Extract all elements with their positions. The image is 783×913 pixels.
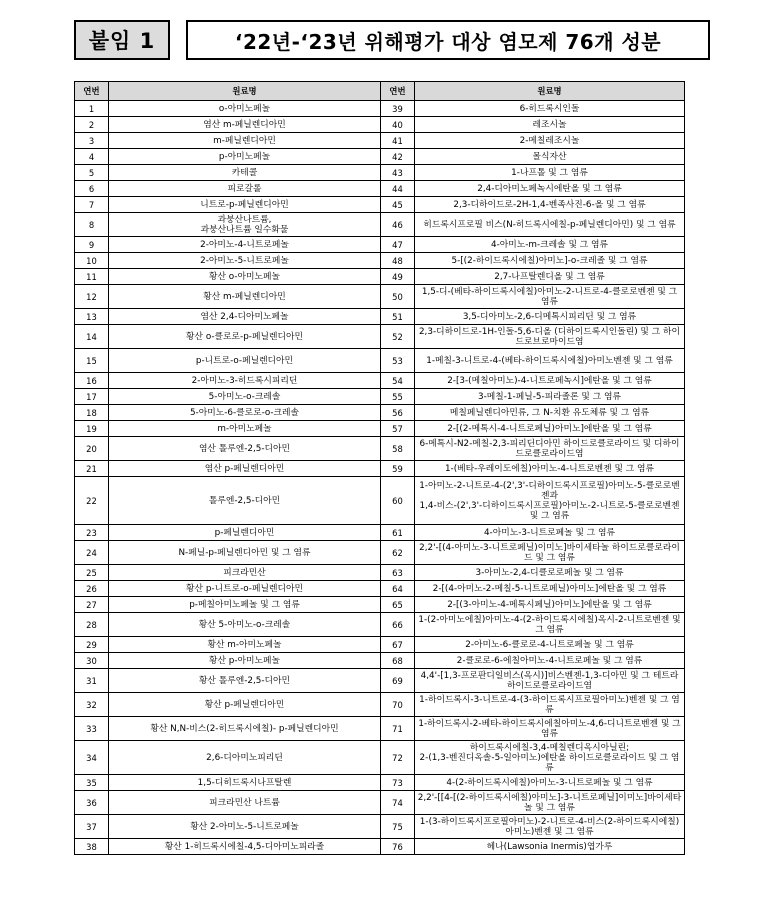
ingredient-name-left: 황산 p-니트로-o-페닐렌디아민 [109,581,381,597]
table-row [75,669,685,693]
ingredient-name-right: 4-(2-하이드록시에칠)아미노-3-니트로페놀 및 그 염류 [415,775,685,791]
ingredient-name-left: 염산 톨루엔-2,5-디아민 [109,437,381,461]
row-number-left: 34 [75,741,109,775]
row-number-left: 23 [75,525,109,541]
table-row [75,253,685,269]
table-row [75,285,685,309]
row-number-left: 3 [75,133,109,149]
ingredient-name-left: 니트로-p-페닐렌디아민 [109,197,381,213]
ingredient-name-right: 4,4'-[1,3-프로판디일비스(옥시)]비스벤젠-1,3-디아민 및 그 테트라하이드로클로라이드염 [415,669,685,693]
ingredient-name-right: 4-아미노-m-크레솔 및 그 염류 [415,237,685,253]
row-number-right: 42 [381,149,415,165]
ingredient-name-right: 레조시놀 [415,117,685,133]
row-number-right: 47 [381,237,415,253]
table-row [75,197,685,213]
row-number-right: 72 [381,741,415,775]
row-number-right: 56 [381,405,415,421]
row-number-left: 7 [75,197,109,213]
ingredient-name-right: 헤나(Lawsonia Inermis)엽가루 [415,839,685,855]
ingredient-name-left: 2-아미노-4-니트로페놀 [109,237,381,253]
ingredient-name-left: 1,5-디히드록시나프탈렌 [109,775,381,791]
table-row [75,437,685,461]
ingredient-name-right: 2,7-나프탈렌디올 및 그 염류 [415,269,685,285]
table-row [75,421,685,437]
ingredient-name-right: 3-메칠-1-페닐-5-피라졸론 및 그 염류 [415,389,685,405]
ingredient-name-left: p-메칠아미노페놀 및 그 염류 [109,597,381,613]
row-number-left: 26 [75,581,109,597]
row-number-right: 74 [381,791,415,815]
table-row [75,717,685,741]
ingredient-name-left: 톨루엔-2,5-디아민 [109,477,381,525]
row-number-left: 6 [75,181,109,197]
ingredient-name-left: 2-아미노-3-히드록시피리딘 [109,373,381,389]
row-number-right: 49 [381,269,415,285]
ingredient-name-right: 2,4-디아미노페녹시에탄올 및 그 염류 [415,181,685,197]
table-row [75,815,685,839]
ingredient-name-left: p-니트로-o-페닐렌디아민 [109,349,381,373]
ingredient-name-right: 2-[(4-아미노-2-메칠-5-니트로페닐)아미노]에탄올 및 그 염류 [415,581,685,597]
table-row [75,565,685,581]
row-number-left: 32 [75,693,109,717]
row-number-right: 67 [381,637,415,653]
ingredient-table [74,81,685,855]
row-number-right: 52 [381,325,415,349]
table-row [75,791,685,815]
column-header-name-left: 원료명 [109,82,381,101]
ingredient-name-left: 피크라민산 [109,565,381,581]
ingredient-name-right: 4-아미노-3-니트로페놀 및 그 염류 [415,525,685,541]
table-row [75,653,685,669]
ingredient-name-right: 2,2'-[(4-아미노-3-니트로페닐)이미노]바이세타놀 하이드로클로라이드 및 그 염류 [415,541,685,565]
table-row [75,101,685,117]
row-number-left: 38 [75,839,109,855]
row-number-right: 58 [381,437,415,461]
table-row [75,389,685,405]
ingredient-name-right: 6-메톡시-N2-메칠-2,3-피리딘디아민 하이드로클로라이드 및 디하이드로클로라이드염 [415,437,685,461]
ingredient-name-right: 6-히드록시인돌 [415,101,685,117]
ingredient-name-left: 황산 톨루엔-2,5-디아민 [109,669,381,693]
ingredient-name-right: 2-메칠레조시놀 [415,133,685,149]
ingredient-name-left: 황산 m-아미노페놀 [109,637,381,653]
ingredient-name-left: 5-아미노-6-클로로-o-크레솔 [109,405,381,421]
row-number-left: 24 [75,541,109,565]
column-header-no-right: 연번 [381,82,415,101]
row-number-right: 65 [381,597,415,613]
table-row [75,581,685,597]
table-row [75,133,685,149]
row-number-left: 11 [75,269,109,285]
row-number-right: 68 [381,653,415,669]
column-header-no-left: 연번 [75,82,109,101]
table-row [75,349,685,373]
row-number-right: 69 [381,669,415,693]
row-number-right: 39 [381,101,415,117]
row-number-right: 62 [381,541,415,565]
ingredient-name-left: 염산 2,4-디아미노페놀 [109,309,381,325]
row-number-left: 36 [75,791,109,815]
ingredient-name-left: 황산 o-아미노페놀 [109,269,381,285]
table-row [75,693,685,717]
ingredient-name-right: 1-하이드록시-2-베타-하이드록시에칠아미노-4,6-디니트로벤젠 및 그 염류 [415,717,685,741]
row-number-left: 8 [75,213,109,237]
row-number-left: 27 [75,597,109,613]
row-number-left: 1 [75,101,109,117]
row-number-left: 9 [75,237,109,253]
table-row [75,309,685,325]
ingredient-name-right: 1-메칠-3-니트로-4-(베타-하이드록시에칠)아미노벤젠 및 그 염류 [415,349,685,373]
table-row [75,149,685,165]
ingredient-name-right: 하이드록시에칠-3,4-메칠렌디옥시아닐린; 2-(1,3-벤진디옥솔-5-일아미노)에탄올 하이드로클로라이드 및 그 염류 [415,741,685,775]
table-row [75,461,685,477]
ingredient-name-left: 피로갈롤 [109,181,381,197]
table-header-row [75,82,685,101]
row-number-left: 17 [75,389,109,405]
ingredient-name-left: 황산 p-페닐렌디아민 [109,693,381,717]
table-row [75,325,685,349]
table-row [75,525,685,541]
row-number-left: 30 [75,653,109,669]
row-number-right: 75 [381,815,415,839]
ingredient-name-right: 1-(3-하이드록시프로필아미노)-2-니트로-4-비스(2-하이드록시에칠)아미노)벤젠 및 그 염류 [415,815,685,839]
row-number-left: 12 [75,285,109,309]
ingredient-name-left: 황산 2-아미노-5-니트로페놀 [109,815,381,839]
row-number-left: 22 [75,477,109,525]
ingredient-name-right: 1-(2-아미노에칠)아미노-4-(2-하이드록시에칠)옥시-2-니트로벤젠 및 그 염류 [415,613,685,637]
row-number-left: 18 [75,405,109,421]
ingredient-name-right: 히드록시프로필 비스(N-히드록시에칠-p-페닐렌디아민) 및 그 염류 [415,213,685,237]
ingredient-name-right: 2-[3-(메칠아미노)-4-니트로페녹시]에탄올 및 그 염류 [415,373,685,389]
ingredient-name-left: m-아미노페놀 [109,421,381,437]
row-number-right: 45 [381,197,415,213]
row-number-left: 19 [75,421,109,437]
ingredient-name-right: 2,2'-[[4-[(2-하이드록시에칠)아미노]-3-니트로페닐]이미노]바이세타놀 및 그 염류 [415,791,685,815]
ingredient-name-right: 3,5-디아미노-2,6-디메톡시피리딘 및 그 염류 [415,309,685,325]
row-number-left: 10 [75,253,109,269]
row-number-right: 66 [381,613,415,637]
ingredient-name-left: 카테콜 [109,165,381,181]
ingredient-name-right: 메칠페닐렌디아민류, 그 N-치환 유도체류 및 그 염류 [415,405,685,421]
row-number-left: 16 [75,373,109,389]
ingredient-name-left: 황산 o-클로로-p-페닐렌디아민 [109,325,381,349]
table-row [75,269,685,285]
row-number-left: 14 [75,325,109,349]
ingredient-name-right: 1-하이드록시-3-니트로-4-(3-하이드록시프로필아미노)벤젠 및 그 염류 [415,693,685,717]
row-number-left: 31 [75,669,109,693]
row-number-left: 4 [75,149,109,165]
row-number-left: 15 [75,349,109,373]
table-row [75,181,685,197]
row-number-right: 71 [381,717,415,741]
table-row [75,117,685,133]
ingredient-name-right: 3-아미노-2,4-디클로로페놀 및 그 염류 [415,565,685,581]
row-number-left: 29 [75,637,109,653]
ingredient-name-right: 1-(베타-우레이도에칠)아미노-4-니트로벤젠 및 그 염류 [415,461,685,477]
ingredient-name-left: m-페닐렌디아민 [109,133,381,149]
table-row [75,165,685,181]
row-number-left: 5 [75,165,109,181]
column-header-name-right: 원료명 [415,82,685,101]
table-row [75,597,685,613]
table-row [75,237,685,253]
row-number-right: 60 [381,477,415,525]
table-row [75,839,685,855]
row-number-left: 35 [75,775,109,791]
table-row [75,775,685,791]
ingredient-name-right: 2-[(2-메톡시-4-니트로페닐)아미노]에탄올 및 그 염류 [415,421,685,437]
row-number-right: 57 [381,421,415,437]
table-row [75,213,685,237]
ingredient-name-left: 5-아미노-o-크레솔 [109,389,381,405]
row-number-right: 40 [381,117,415,133]
attachment-label: 붙임 1 [74,20,170,60]
table-row [75,373,685,389]
ingredient-name-right: 1-아미노-2-니트로-4-(2',3'-디하이드록시프로필)아미노-5-클로로벤젠과 1,4-비스-(2',3'-디하이드록시프로필)아미노-2-니트로-5-클로로벤젠 및 그 염류 [415,477,685,525]
row-number-right: 55 [381,389,415,405]
row-number-right: 51 [381,309,415,325]
table-row [75,613,685,637]
row-number-right: 54 [381,373,415,389]
row-number-right: 59 [381,461,415,477]
ingredient-name-right: 2-아미노-6-클로로-4-니트로페놀 및 그 염류 [415,637,685,653]
row-number-right: 63 [381,565,415,581]
row-number-right: 43 [381,165,415,181]
ingredient-name-left: 피크라민산 나트륨 [109,791,381,815]
ingredient-name-left: 과붕산나트륨, 과붕산나트륨 일수화물 [109,213,381,237]
ingredient-name-right: 1-나프톨 및 그 염류 [415,165,685,181]
ingredient-name-left: 황산 N,N-비스(2-히드록시에칠)- p-페닐렌디아민 [109,717,381,741]
row-number-left: 28 [75,613,109,637]
ingredient-name-left: 염산 p-페닐렌디아민 [109,461,381,477]
row-number-right: 44 [381,181,415,197]
ingredient-name-left: 2-아미노-5-니트로페놀 [109,253,381,269]
ingredient-name-right: 몰식자산 [415,149,685,165]
table-row [75,541,685,565]
row-number-right: 46 [381,213,415,237]
table-row [75,741,685,775]
ingredient-name-right: 2,3-디하이드로-1H-인돌-5,6-디올 (디하이드록시인돌린) 및 그 하이드로브로마이드염 [415,325,685,349]
row-number-right: 61 [381,525,415,541]
row-number-left: 33 [75,717,109,741]
row-number-right: 53 [381,349,415,373]
ingredient-name-left: 염산 m-페닐렌디아민 [109,117,381,133]
ingredient-name-left: 황산 m-페닐렌디아민 [109,285,381,309]
ingredient-name-left: N-페닐-p-페닐렌디아민 및 그 염류 [109,541,381,565]
row-number-left: 25 [75,565,109,581]
document-title: ‘22년-‘23년 위해평가 대상 염모제 76개 성분 [186,20,710,60]
row-number-left: 20 [75,437,109,461]
row-number-right: 48 [381,253,415,269]
table-row [75,405,685,421]
row-number-right: 50 [381,285,415,309]
ingredient-name-right: 2,3-디하이드로-2H-1,4-벤족사진-6-올 및 그 염류 [415,197,685,213]
ingredient-name-right: 2-[(3-아미노-4-메톡시페닐)아미노]에탄올 및 그 염류 [415,597,685,613]
ingredient-name-left: 황산 1-히드록시에칠-4,5-디아미노피라졸 [109,839,381,855]
ingredient-name-left: o-아미노페놀 [109,101,381,117]
ingredient-name-left: 황산 5-아미노-o-크레솔 [109,613,381,637]
ingredient-name-right: 5-[(2-하이드록시에칠)아미노]-o-크레졸 및 그 염류 [415,253,685,269]
ingredient-name-right: 1,5-디-(베타-하이드록시에칠)아미노-2-니트로-4-클로로벤젠 및 그 염류 [415,285,685,309]
ingredient-name-left: p-페닐렌디아민 [109,525,381,541]
table-row [75,477,685,525]
row-number-left: 13 [75,309,109,325]
row-number-right: 41 [381,133,415,149]
row-number-right: 73 [381,775,415,791]
ingredient-name-left: 2,6-디아미노피리딘 [109,741,381,775]
row-number-left: 2 [75,117,109,133]
row-number-right: 64 [381,581,415,597]
ingredient-name-left: 황산 p-아미노페놀 [109,653,381,669]
ingredient-name-left: p-아미노페놀 [109,149,381,165]
ingredient-name-right: 2-클로로-6-에칠아미노-4-니트로페놀 및 그 염류 [415,653,685,669]
row-number-right: 70 [381,693,415,717]
row-number-right: 76 [381,839,415,855]
row-number-left: 37 [75,815,109,839]
row-number-left: 21 [75,461,109,477]
table-row [75,637,685,653]
